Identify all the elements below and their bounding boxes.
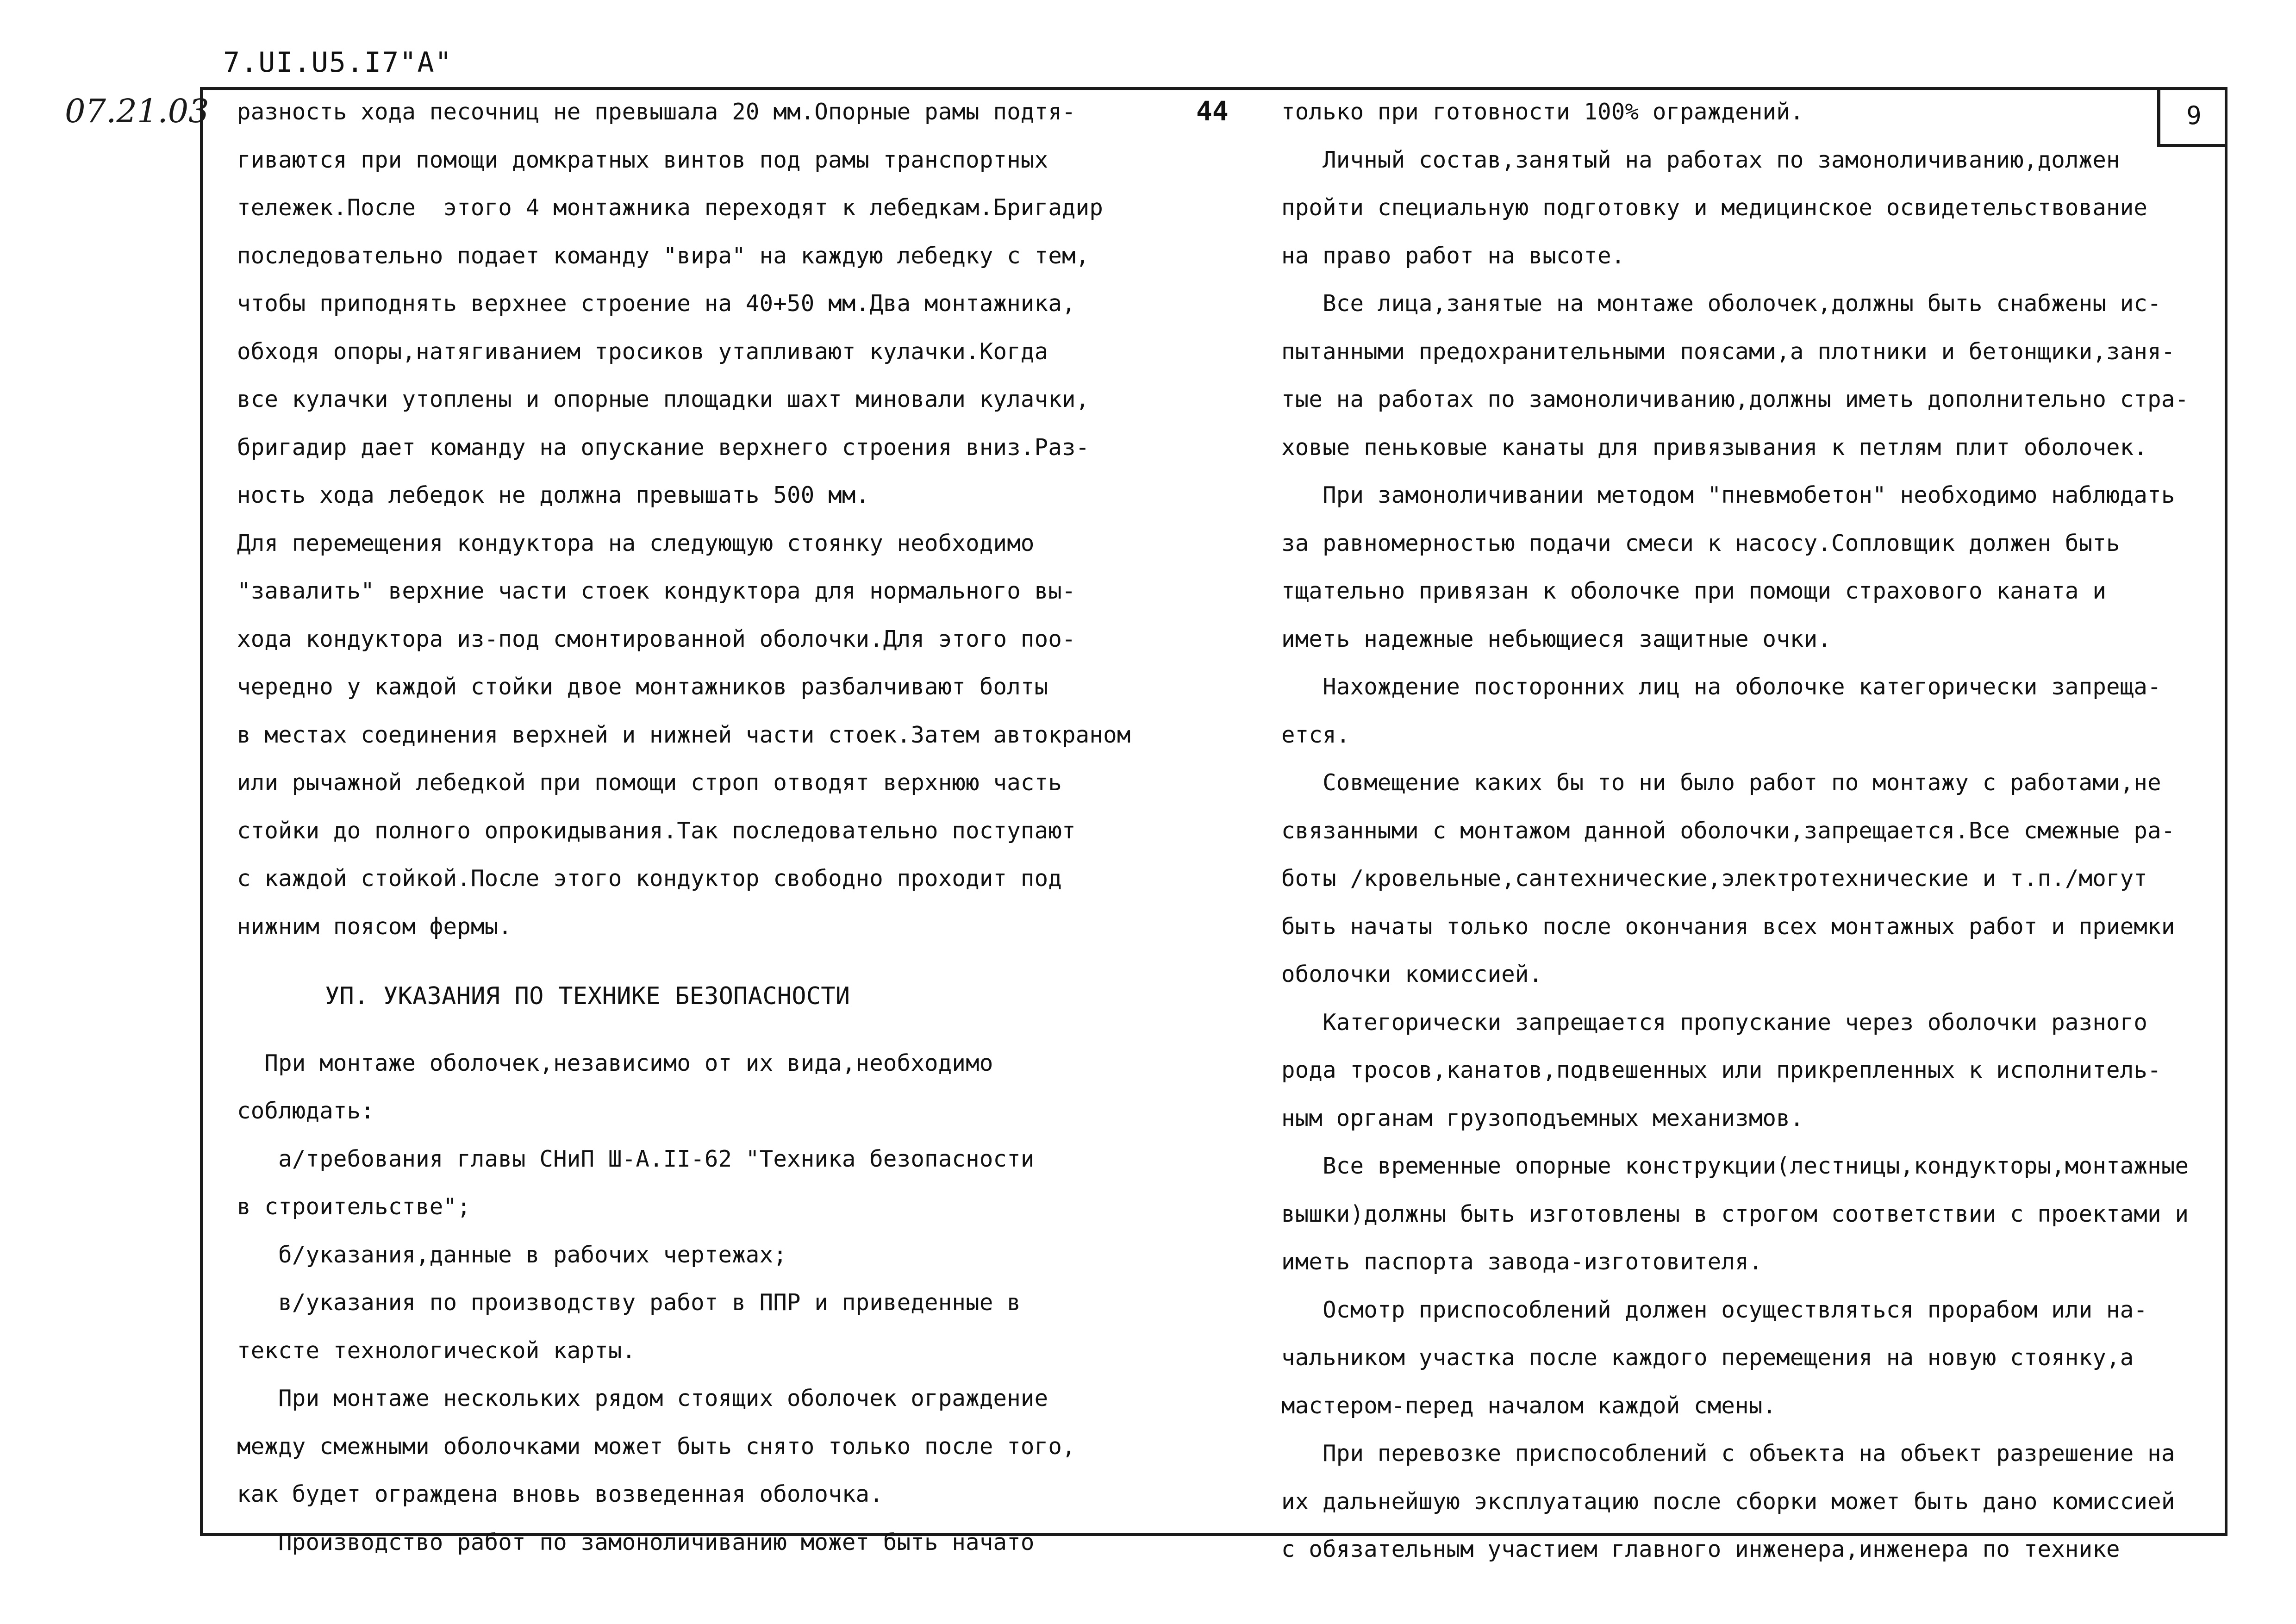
text-line: Все лица,занятые на монтаже оболочек,должны быть снабжены ис-	[1281, 290, 2161, 317]
text-line: мастером-перед началом каждой смены.	[1281, 1392, 1777, 1419]
text-line: между смежными оболочками может быть снято только после того,	[237, 1433, 1076, 1460]
text-line: иметь надежные небьющиеся защитные очки.	[1281, 625, 1832, 652]
text-line: как будет ограждена вновь возведенная оболочка.	[237, 1481, 883, 1507]
text-line: вышки)должны быть изготовлены в строгом соответствии с проектами и	[1281, 1200, 2189, 1227]
text-line: в строительстве";	[237, 1193, 471, 1220]
text-line: в/указания по производству работ в ППР и приведенные в	[237, 1289, 1021, 1316]
archive-mark: 07.21.03	[65, 92, 209, 130]
safety-instructions-paragraphs	[237, 1039, 1200, 1567]
text-line: нижним поясом фермы.	[237, 913, 512, 940]
text-line: разность хода песочниц не превышала 20 мм.Опорные рамы подтя-	[237, 99, 1076, 125]
text-line: чередно у каждой стойки двое монтажников разбалчивают болты	[237, 674, 1048, 700]
text-line: При монтаже нескольких рядом стоящих оболочек ограждение	[237, 1385, 1048, 1412]
text-line: обходя опоры,натягиванием тросиков утапливают кулачки.Когда	[237, 338, 1048, 365]
text-line: последовательно подает команду "вира" на каждую лебедку с тем,	[237, 242, 1090, 269]
text-line: При монтаже оболочек,независимо от их вида,необходимо	[237, 1049, 993, 1076]
text-line: чальником участка после каждого перемещения на новую стоянку,а	[1281, 1344, 2134, 1371]
spacer	[237, 1021, 1200, 1039]
left-column-paragraphs	[237, 88, 1200, 950]
text-line: чтобы приподнять верхнее строение на 40+50 мм.Два монтажника,	[237, 290, 1076, 317]
text-line: соблюдать:	[237, 1098, 375, 1124]
sheet-number: 9	[2186, 101, 2202, 130]
document-code: 7.UI.U5.I7"A"	[223, 46, 453, 79]
text-line: только при готовности 100% ограждений.	[1281, 99, 1804, 125]
text-line: пройти специальную подготовку и медицинское освидетельствование	[1281, 194, 2148, 221]
text-line: гиваются при помощи домкратных винтов под рамы транспортных	[237, 146, 1048, 173]
text-line: Производство работ по замоноличиванию может быть начато	[237, 1529, 1035, 1555]
text-line: иметь паспорта завода-изготовителя.	[1281, 1249, 1763, 1275]
text-line: на право работ на высоте.	[1281, 242, 1625, 269]
text-line: хода кондуктора из-под смонтированной оболочки.Для этого поо-	[237, 625, 1076, 652]
right-text-column	[1281, 88, 2226, 1574]
left-text-column	[237, 88, 1200, 1566]
text-line: Для перемещения кондуктора на следующую стоянку необходимо	[237, 530, 1035, 556]
text-line: Личный состав,занятый на работах по замоноличиванию,должен	[1281, 146, 2120, 173]
text-line: Нахождение посторонних лиц на оболочке категорически запреща-	[1281, 674, 2161, 700]
text-line: быть начаты только после окончания всех монтажных работ и приемки	[1281, 913, 2175, 940]
text-line: все кулачки утоплены и опорные площадки шахт миновали кулачки,	[237, 386, 1090, 412]
text-line: ется.	[1281, 721, 1350, 748]
text-line: в местах соединения верхней и нижней части стоек.Затем автокраном	[237, 721, 1131, 748]
text-line: Все временные опорные конструкции(лестницы,кондукторы,монтажные	[1281, 1153, 2189, 1179]
text-line: бригадир дает команду на опускание верхнего строения вниз.Раз-	[237, 434, 1090, 461]
section-heading: УП. УКАЗАНИЯ ПО ТЕХНИКЕ БЕЗОПАСНОСТИ	[325, 982, 850, 1010]
text-line: тексте технологической карты.	[237, 1337, 636, 1364]
text-line: рода тросов,канатов,подвешенных или прикрепленных к исполнитель-	[1281, 1057, 2161, 1083]
text-line: за равномерностью подачи смеси к насосу.Сопловщик должен быть	[1281, 530, 2120, 556]
text-line: тщательно привязан к оболочке при помощи страхового каната и	[1281, 578, 2107, 604]
text-line: При перевозке приспособлений с объекта на объект разрешение на	[1281, 1440, 2175, 1467]
spacer	[237, 950, 1200, 973]
right-column-paragraphs	[1281, 88, 2226, 1574]
text-line: Осмотр приспособлений должен осуществляться прорабом или на-	[1281, 1296, 2148, 1323]
text-line: а/требования главы СНиП Ш-А.II-62 "Техника безопасности	[237, 1145, 1035, 1172]
text-line: пытанными предохранительными поясами,а плотники и бетонщики,заня-	[1281, 338, 2175, 365]
text-line: с обязательным участием главного инженера,инженера по технике	[1281, 1536, 2120, 1562]
text-line: оболочки комиссией.	[1281, 961, 1543, 987]
text-line: Совмещение каких бы то ни было работ по монтажу с работами,не	[1281, 769, 2161, 796]
text-line: б/указания,данные в рабочих чертежах;	[237, 1241, 787, 1268]
text-line: При замоноличивании методом "пневмобетон" необходимо наблюдать	[1281, 482, 2175, 508]
text-line: боты /кровельные,сантехнические,электротехнические и т.п./могут	[1281, 865, 2148, 892]
text-line: их дальнейшую эксплуатацию после сборки может быть дано комиссией	[1281, 1488, 2175, 1515]
text-line: стойки до полного опрокидывания.Так последовательно поступают	[237, 817, 1076, 844]
text-line: ховые пеньковые канаты для привязывания к петлям плит оболочек.	[1281, 434, 2148, 461]
text-line: с каждой стойкой.После этого кондуктор свободно проходит под	[237, 865, 1062, 892]
text-line: ность хода лебедок не должна превышать 500 мм.	[237, 482, 870, 508]
text-line: ным органам грузоподъемных механизмов.	[1281, 1105, 1804, 1131]
text-line: "завалить" верхние части стоек кондуктора для нормального вы-	[237, 578, 1076, 604]
text-line: тележек.После этого 4 монтажника переходят к лебедкам.Бригадир	[237, 194, 1104, 221]
text-line: тые на работах по замоноличиванию,должны иметь дополнительно стра-	[1281, 386, 2189, 412]
text-line: Категорически запрещается пропускание через оболочки разного	[1281, 1009, 2148, 1036]
text-line: связанными с монтажом данной оболочки,запрещается.Все смежные ра-	[1281, 817, 2175, 844]
text-line: или рычажной лебедкой при помощи строп отводят верхнюю часть	[237, 769, 1062, 796]
page-number: 44	[1196, 95, 1229, 127]
